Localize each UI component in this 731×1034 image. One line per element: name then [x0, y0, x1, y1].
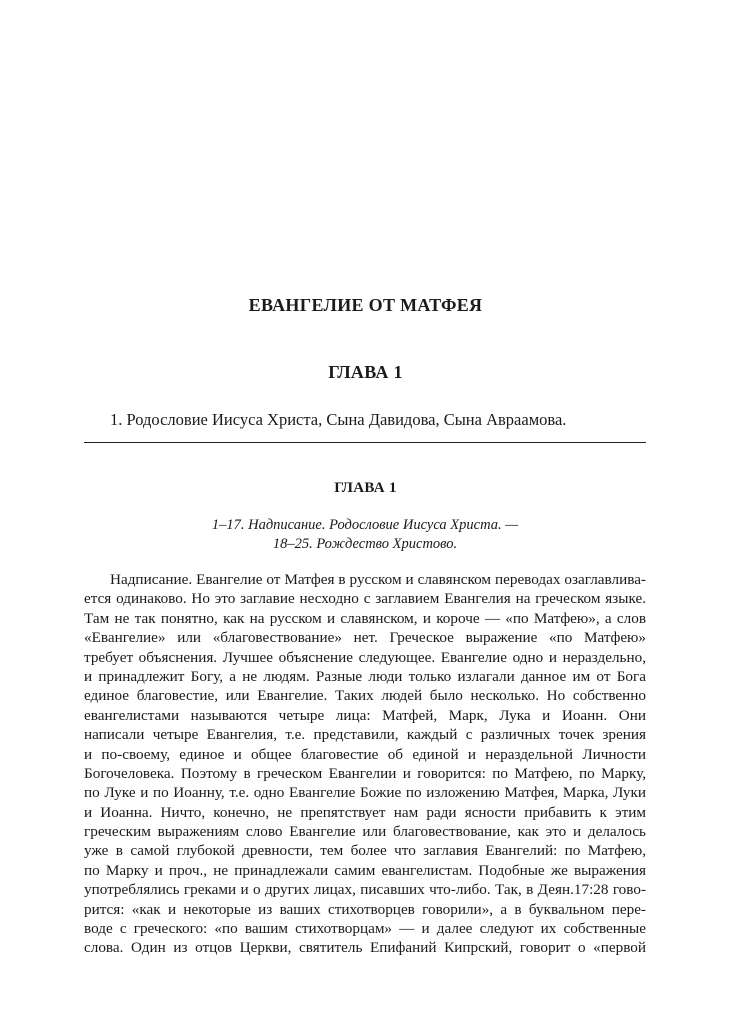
summary-line: 1–17. Надписание. Родословие Иисуса Христа. —: [211, 517, 519, 533]
paragraph-line: евангелистами называются четыре лица: Матфей, Марк, Лука и Иоанн. Они: [84, 706, 646, 724]
paragraph-line: Надписание. Евангелие от Матфея в русском и славянском переводах озаглавлива-: [110, 571, 646, 588]
paragraph-line: единое благовестие, или Евангелие. Таких людей было несколько. Но собственно: [84, 687, 646, 705]
chapter-heading: ГЛАВА 1: [328, 362, 403, 382]
paragraph-line: и Иоанна. Ничто, конечно, не препятствует нам ради ясности прибавить к этим: [84, 803, 646, 821]
paragraph-line: ется одинаково. Но это заглавие несходно с заглавием Евангелия на греческом языке.: [84, 590, 646, 608]
paragraph-line: требует объяснения. Лучшее объяснение следующее. Евангелие одно и нераздельно,: [84, 648, 646, 666]
paragraph-line: по Марку и проч., не принадлежали самим евангелистам. Подобные же выражения: [84, 861, 646, 879]
divider-rule: [84, 442, 646, 443]
commentary-paragraph: [84, 570, 646, 958]
paragraph-line: рится: «как и некоторые из ваших стихотворцев говорили», а в буквальном пере-: [84, 900, 646, 918]
paragraph-line: написали четыре Евангелия, т.е. представили, каждый с различных точек зрения: [84, 726, 646, 744]
paragraph-line: слова. Один из отцов Церкви, святитель Епифаний Кипрский, говорит о «первой: [84, 939, 646, 957]
book-title: ЕВАНГЕЛИЕ ОТ МАТФЕЯ: [248, 295, 483, 315]
chapter-summary: [84, 516, 646, 554]
paragraph-line: и по-своему, единое и общее благовестие об единой и нераздельной Личности: [84, 745, 646, 763]
paragraph-line: Богочеловека. Поэтому в греческом Евангелии и говорится: по Матфею, по Марку,: [84, 764, 646, 782]
paragraph-line: воде с греческого: «по вашим стихотворцам» — и далее следуют их собственные: [84, 920, 646, 938]
paragraph-line: по Луке и по Иоанну, т.е. одно Евангелие Божие по изложению Матфея, Марка, Луки: [84, 784, 646, 802]
paragraph-line: Там не так понятно, как на русском и славянском, и короче — «по Матфею», а слов: [84, 609, 646, 627]
paragraph-line: и принадлежит Богу, а не людям. Разные люди только излагали данное им от Бога: [84, 667, 646, 685]
paragraph-line: употреблялись греками и о других лицах, писавших что-либо. Так, в Деян.17:28 гово-: [84, 881, 646, 899]
paragraph-line: уже в самой глубокой древности, тем более что заглавия Евангелий: по Матфею,: [84, 842, 646, 860]
commentary-chapter-heading: ГЛАВА 1: [334, 480, 397, 496]
paragraph-line: греческим выражениям слово Евангелие или благовествование, как это и делалось: [84, 823, 646, 841]
paragraph-line: «Евангелие» или «благовествование» нет. Греческое выражение «по Матфею»: [84, 629, 646, 647]
verse-text: 1. Родословие Иисуса Христа, Сына Давидова, Сына Авраамова.: [110, 410, 567, 429]
summary-line: 18–25. Рождество Христово.: [272, 536, 458, 552]
